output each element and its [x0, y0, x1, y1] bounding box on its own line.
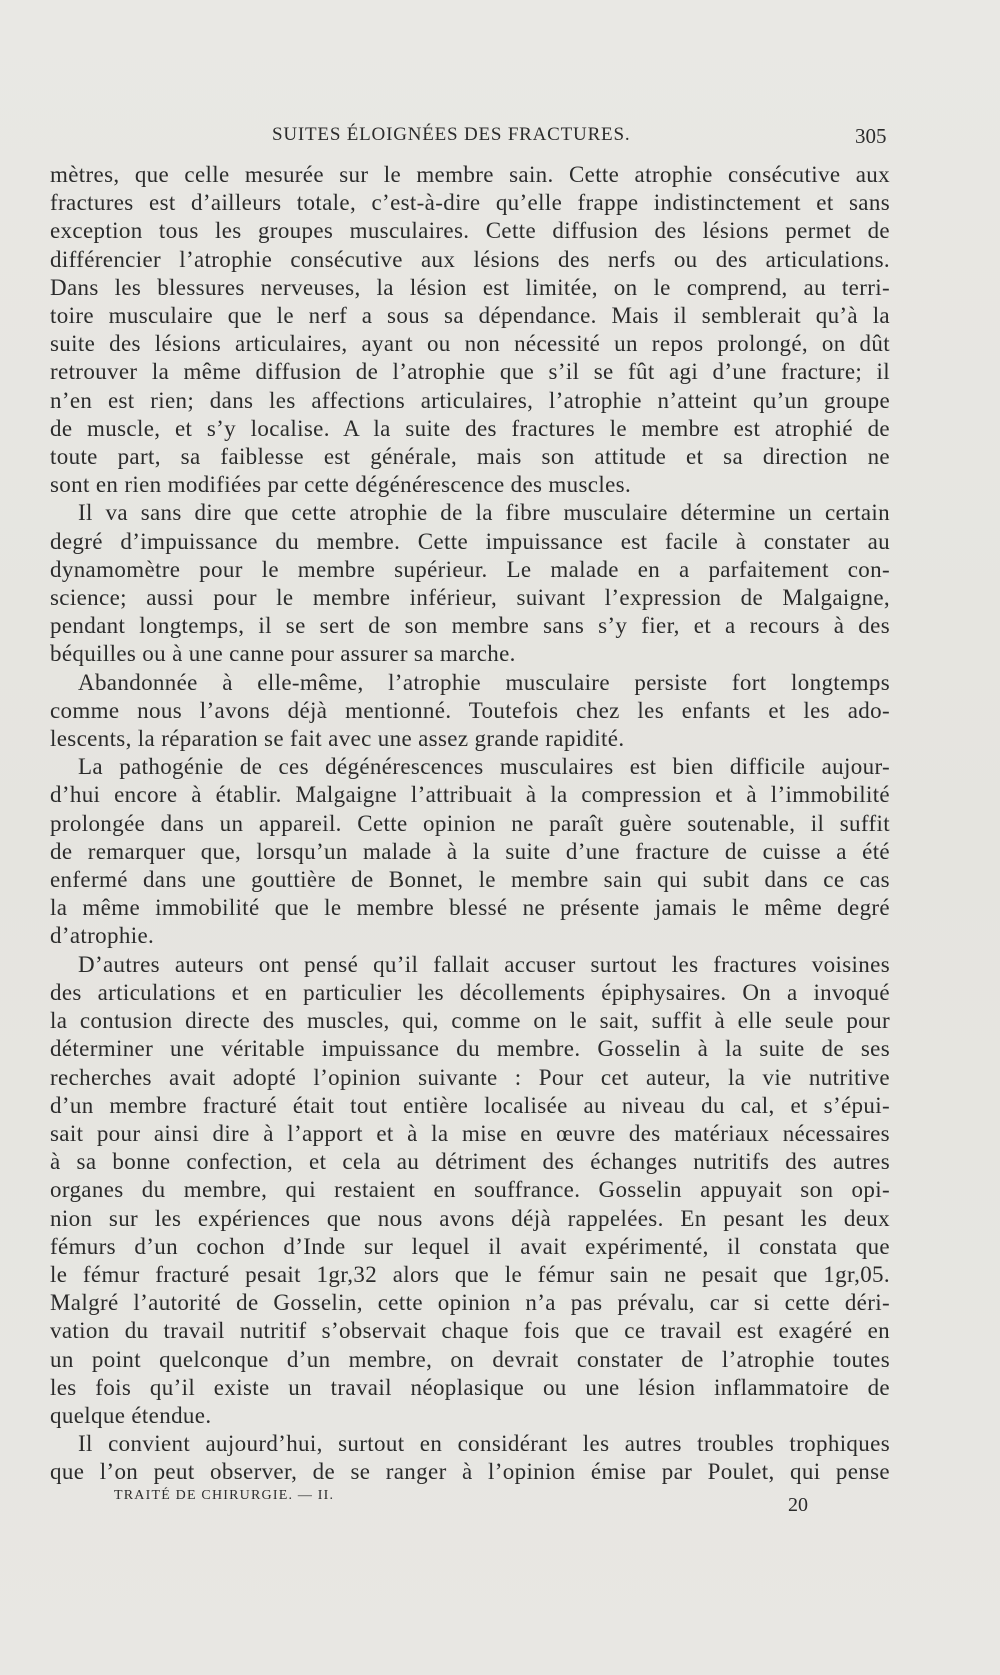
text-line: de remarquer que, lorsqu’un malade à la suite d’une fracture de cuisse a été: [50, 838, 890, 864]
page-number: 305: [855, 124, 887, 148]
text-line: sont en rien modifiées par cette dégénérescence des muscles.: [50, 472, 632, 498]
text-line: organes du membre, qui restaient en souffrance. Gosselin appuyait son opi-: [50, 1177, 890, 1203]
text-line: n’en est rien; dans les affections articulaires, l’atrophie n’atteint qu’un groupe: [50, 387, 890, 413]
text-line: sait pour ainsi dire à l’apport et à la mise en œuvre des matériaux nécessaires: [50, 1120, 890, 1146]
signature-mark: 20: [788, 1494, 808, 1516]
text-line: à sa bonne confection, et cela au détriment des échanges nutritifs des autres: [50, 1149, 890, 1175]
text-line: quelque étendue.: [50, 1402, 212, 1428]
paragraph-start-line: D’autres auteurs ont pensé qu’il fallait accuser surtout les fractures voisines: [78, 951, 890, 977]
text-line: les fois qu’il existe un travail néoplasique ou une lésion inflammatoire de: [50, 1374, 890, 1400]
body-text: [50, 161, 890, 1487]
text-line: pendant longtemps, il se sert de son membre sans s’y fier, et a recours à des: [50, 613, 890, 639]
page-header: [0, 124, 1000, 152]
text-line: la contusion directe des muscles, qui, comme on le sait, suffit à elle seule pour: [50, 1008, 890, 1034]
text-line: le fémur fracturé pesait 1gr,32 alors que le fémur sain ne pesait que 1gr,05.: [50, 1261, 890, 1287]
paragraph-start-line: Il va sans dire que cette atrophie de la fibre musculaire détermine un certain: [78, 500, 890, 526]
text-line: prolongée dans un appareil. Cette opinion ne paraît guère soutenable, il suffit: [50, 810, 890, 836]
text-line: degré d’impuissance du membre. Cette impuissance est facile à constater au: [50, 528, 890, 554]
text-line: science; aussi pour le membre inférieur, suivant l’expression de Malgaigne,: [50, 585, 890, 611]
text-line: suite des lésions articulaires, ayant ou non nécessité un repos prolongé, on dût: [50, 331, 890, 357]
paragraph-start-line: Il convient aujourd’hui, surtout en considérant les autres troubles trophiques: [78, 1431, 890, 1457]
page-footer: [0, 1488, 1000, 1548]
text-line: des articulations et en particulier les décollements épiphysaires. On a invoqué: [50, 979, 890, 1005]
text-line: exception tous les groupes musculaires. Cette diffusion des lésions permet de: [50, 218, 890, 244]
text-line: lescents, la réparation se fait avec une assez grande rapidité.: [50, 726, 625, 752]
text-line: toute part, sa faiblesse est générale, mais son attitude et sa direction ne: [50, 444, 890, 470]
text-line: enfermé dans une gouttière de Bonnet, le membre sain qui subit dans ce cas: [50, 867, 890, 893]
text-line: comme nous l’avons déjà mentionné. Toutefois chez les enfants et les ado-: [50, 697, 890, 723]
text-line: mètres, que celle mesurée sur le membre sain. Cette atrophie consécutive aux: [50, 162, 890, 187]
text-line: béquilles ou à une canne pour assurer sa marche.: [50, 641, 516, 667]
text-line: Dans les blessures nerveuses, la lésion est limitée, on le comprend, au terri-: [50, 274, 890, 300]
text-line: retrouver la même diffusion de l’atrophie que s’il se fût agi d’une fracture; il: [50, 359, 890, 385]
text-line: dynamomètre pour le membre supérieur. Le malade en a parfaitement con-: [50, 556, 890, 582]
text-line: recherches avait adopté l’opinion suivante : Pour cet auteur, la vie nutritive: [50, 1064, 890, 1090]
text-line: nion sur les expériences que nous avons déjà rappelées. En pesant les deux: [50, 1205, 890, 1231]
text-line: toire musculaire que le nerf a sous sa dépendance. Mais il semblerait qu’à la: [50, 303, 890, 329]
text-line: un point quelconque d’un membre, on devrait constater de l’atrophie toutes: [50, 1346, 890, 1372]
text-line: la même immobilité que le membre blessé ne présente jamais le même degré: [50, 895, 890, 921]
text-line: fractures est d’ailleurs totale, c’est-à-dire qu’elle frappe indistinctement et sans: [50, 190, 890, 216]
text-line: vation du travail nutritif s’observait chaque fois que ce travail est exagéré en: [50, 1318, 890, 1344]
paragraph-start-line: La pathogénie de ces dégénérescences musculaires est bien difficile aujour-: [78, 754, 890, 780]
text-line: déterminer une véritable impuissance du membre. Gosselin à la suite de ses: [50, 1036, 890, 1062]
text-line: d’atrophie.: [50, 923, 155, 949]
running-title: SUITES ÉLOIGNÉES DES FRACTURES.: [272, 124, 631, 145]
book-title-footer: TRAITÉ DE CHIRURGIE. — II.: [114, 1488, 335, 1503]
text-line: d’hui encore à établir. Malgaigne l’attribuait à la compression et à l’immobilité: [50, 782, 890, 808]
text-line: d’un membre fracturé était tout entière localisée au niveau du cal, et s’épui-: [50, 1092, 890, 1118]
text-line: Malgré l’autorité de Gosselin, cette opinion n’a pas prévalu, car si cette déri-: [50, 1290, 890, 1316]
text-line: fémurs d’un cochon d’Inde sur lequel il avait expérimenté, il constata que: [50, 1233, 890, 1259]
text-line: que l’on peut observer, de se ranger à l’opinion émise par Poulet, qui pense: [50, 1459, 890, 1485]
paragraph-start-line: Abandonnée à elle-même, l’atrophie musculaire persiste fort longtemps: [78, 669, 890, 695]
text-line: différencier l’atrophie consécutive aux lésions des nerfs ou des articulations.: [50, 246, 890, 272]
text-line: de muscle, et s’y localise. A la suite des fractures le membre est atrophié de: [50, 415, 890, 441]
